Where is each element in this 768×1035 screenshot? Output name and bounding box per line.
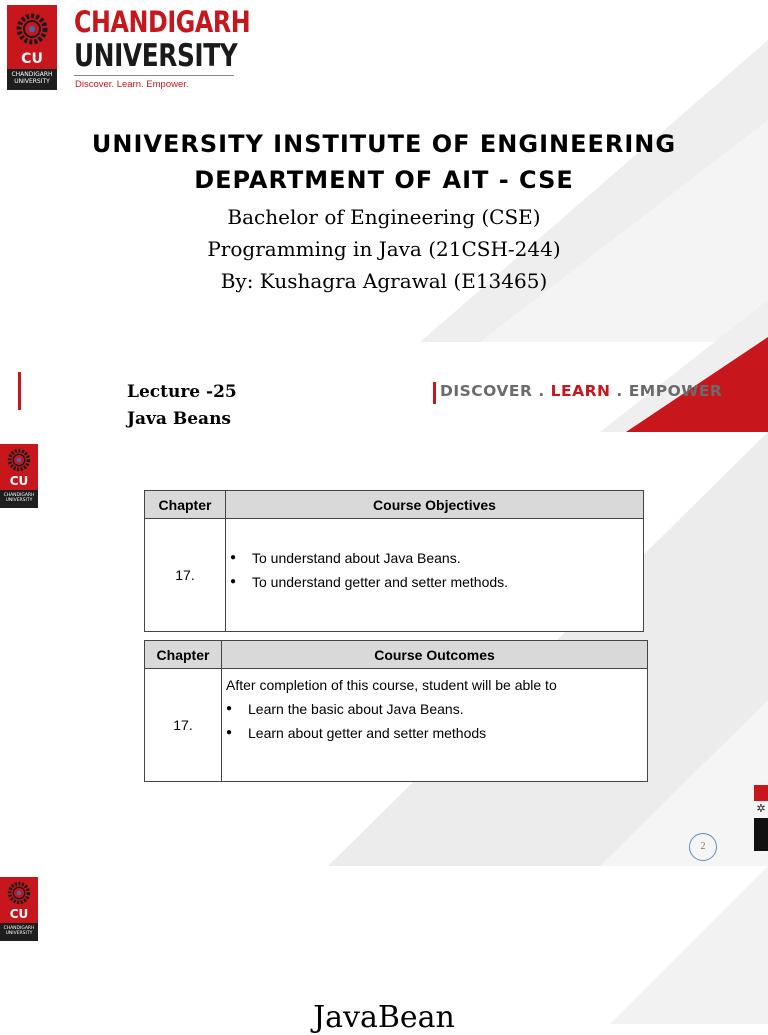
logo-small-text: CHANDIGARH UNIVERSITY xyxy=(0,923,38,941)
side-logo-bottom xyxy=(0,877,38,941)
motto-accent-bar xyxy=(433,382,436,404)
list-item: ● To understand about Java Beans. xyxy=(226,546,643,570)
brand-divider xyxy=(74,75,234,76)
logo-cu-text: CU xyxy=(9,474,29,488)
outcomes-header: Course Outcomes xyxy=(222,641,648,669)
university-logo xyxy=(7,5,57,90)
table-row xyxy=(145,669,648,782)
edge-black-block xyxy=(754,818,768,851)
course-outcomes-table xyxy=(144,640,648,782)
degree-subtitle: Bachelor of Engineering (CSE) xyxy=(227,205,541,229)
logo-cu-text: CU xyxy=(9,907,29,921)
brand-name-line1: CHANDIGARH xyxy=(74,5,251,39)
objectives-header: Course Objectives xyxy=(226,491,644,519)
course-objectives-table xyxy=(144,490,644,632)
brand-name-line2: UNIVERSITY xyxy=(74,38,238,74)
next-slide-title: JavaBean xyxy=(313,1000,455,1035)
course-subtitle: Programming in Java (21CSH-244) xyxy=(207,237,561,261)
logo-small-text: CHANDIGARH UNIVERSITY xyxy=(0,490,38,508)
edge-red-block xyxy=(754,785,768,801)
list-item: ● Learn the basic about Java Beans. xyxy=(222,697,647,721)
department-title: DEPARTMENT OF AIT - CSE xyxy=(194,166,574,194)
left-accent-bar xyxy=(18,372,21,410)
brand-tagline: Discover. Learn. Empower. xyxy=(75,79,189,90)
page-number: 2 xyxy=(689,833,717,861)
side-logo-top xyxy=(0,444,38,508)
objectives-cell xyxy=(226,519,644,632)
lecture-number: Lecture -25 xyxy=(127,382,237,402)
outcomes-intro: After completion of this course, student will be able to xyxy=(226,677,557,693)
logo-cu-text: CU xyxy=(21,51,43,67)
chapter-cell: 17. xyxy=(145,519,226,632)
gear-emblem-icon xyxy=(6,880,32,906)
outcomes-cell xyxy=(222,669,648,782)
gear-icon: ✲ xyxy=(756,802,766,815)
institute-title: UNIVERSITY INSTITUTE OF ENGINEERING xyxy=(91,130,677,158)
chapter-header: Chapter xyxy=(145,641,222,669)
gear-emblem-icon xyxy=(6,447,32,473)
list-item: ● Learn about getter and setter methods xyxy=(222,721,647,745)
table-row xyxy=(145,519,644,632)
list-item: ● To understand getter and setter methods. xyxy=(226,570,643,594)
chapter-cell: 17. xyxy=(145,669,222,782)
gear-emblem-icon xyxy=(14,11,50,47)
motto: DISCOVER . LEARN . EMPOWER xyxy=(440,382,723,400)
table-header-row xyxy=(145,491,644,519)
author-subtitle: By: Kushagra Agrawal (E13465) xyxy=(220,269,548,293)
table-header-row xyxy=(145,641,648,669)
lecture-topic: Java Beans xyxy=(127,409,232,429)
logo-small-text: CHANDIGARH UNIVERSITY xyxy=(7,69,57,90)
chapter-header: Chapter xyxy=(145,491,226,519)
